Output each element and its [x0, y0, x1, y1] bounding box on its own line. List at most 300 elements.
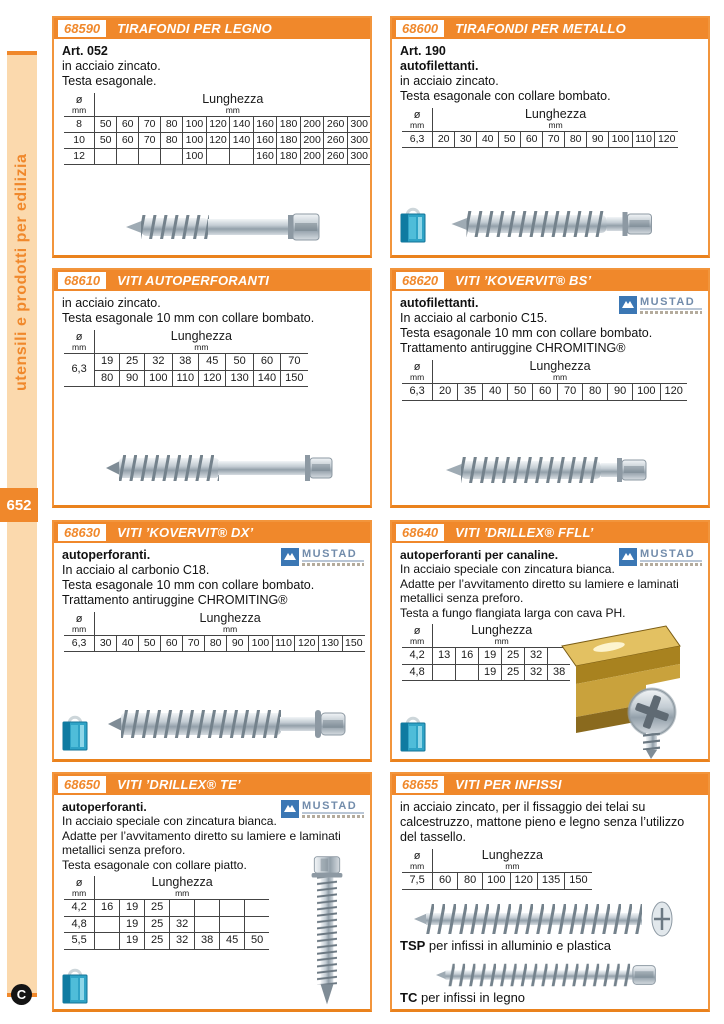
description-line: in acciaio zincato. [62, 59, 161, 73]
mustad-tagline-line [640, 563, 702, 566]
description-line: in acciaio zincato, per il fissaggio dei telai su calcestruzzo, mattone pieno e legno senza l’utilizzo del tassello. [400, 800, 685, 844]
diameter-header [64, 330, 95, 354]
product-title: TIRAFONDI PER METALLO [455, 21, 626, 36]
diameter-symbol: ø [75, 330, 83, 343]
tapping-screw-image [447, 202, 682, 246]
product-title: VITI AUTOPERFORANTI [117, 273, 270, 288]
size-cell: 16 [95, 900, 120, 917]
size-cell: 70 [139, 133, 161, 149]
length-unit: mm [494, 636, 509, 647]
size-cell: 19 [479, 648, 502, 665]
product-box-68600 [390, 16, 710, 258]
size-table-grid [64, 612, 365, 652]
product-code: 68640 [396, 524, 444, 541]
size-cell: 120 [206, 133, 230, 149]
length-unit: mm [225, 105, 240, 116]
mustad-text [302, 800, 364, 818]
size-cell: 110 [632, 132, 655, 148]
size-cell: 32 [145, 354, 172, 371]
size-cell: 30 [95, 636, 117, 652]
size-cell [220, 900, 245, 917]
description-line: Testa esagonale 10 mm con collare bombato. [62, 578, 315, 592]
size-cell: 300 [347, 117, 370, 133]
size-cell: 50 [499, 132, 521, 148]
diameter-unit: mm [410, 636, 425, 647]
size-cell: 70 [281, 354, 308, 371]
size-cell [195, 900, 220, 917]
mustad-brand-name: MUSTAD [302, 548, 364, 562]
mustad-tagline-line [640, 311, 702, 314]
product-title: VITI PER INFISSI [455, 777, 562, 792]
size-cell [245, 900, 270, 917]
product-description [62, 296, 362, 326]
size-cell [95, 149, 117, 165]
description-line: autofilettanti. [400, 296, 479, 310]
size-table [62, 92, 368, 165]
description-line: Testa esagonale 10 mm con collare bombato. [400, 326, 653, 340]
size-cell: 60 [533, 384, 558, 401]
variant-label-tc [400, 990, 525, 1005]
diameter-cell: 6,3 [402, 132, 433, 148]
product-box-68650 [52, 772, 372, 1012]
size-cell: 60 [521, 132, 543, 148]
size-cell [161, 149, 183, 165]
diameter-cell: 12 [64, 149, 95, 165]
diameter-cell: 4,8 [402, 664, 433, 681]
diameter-symbol: ø [413, 849, 421, 862]
diameter-symbol: ø [75, 876, 83, 889]
size-cell: 50 [95, 117, 117, 133]
size-cell: 120 [206, 117, 230, 133]
size-cell [139, 149, 161, 165]
size-cell [456, 664, 479, 681]
size-cell: 60 [253, 354, 280, 371]
size-cell: 50 [139, 636, 161, 652]
size-cell: 100 [183, 149, 207, 165]
size-cell: 100 [483, 873, 510, 890]
diameter-cell: 10 [64, 133, 95, 149]
product-header [392, 522, 708, 543]
product-code: 68600 [396, 20, 444, 37]
size-cell: 100 [145, 370, 172, 387]
mustad-brand-name: MUSTAD [640, 296, 702, 310]
tc-screw-image [426, 960, 686, 990]
length-label: Lunghezza [151, 874, 213, 889]
length-header [95, 612, 365, 636]
diameter-cell: 7,5 [402, 873, 433, 890]
product-header [54, 270, 370, 291]
length-label: Lunghezza [481, 848, 543, 862]
product-description [400, 44, 700, 104]
length-label: Lunghezza [202, 92, 264, 106]
diameter-header [402, 360, 433, 384]
description-line: in acciaio zincato. [400, 74, 499, 88]
size-cell: 90 [227, 636, 249, 652]
product-body [392, 39, 708, 148]
variant-text: per infissi in legno [420, 990, 526, 1005]
product-header [392, 18, 708, 39]
description-line: autofilettanti. [400, 59, 479, 73]
diameter-cell: 5,5 [64, 933, 95, 950]
size-cell [245, 916, 270, 933]
size-cell: 25 [145, 933, 170, 950]
size-cell: 25 [145, 900, 170, 917]
diameter-unit: mm [72, 342, 87, 353]
size-cell: 130 [318, 636, 342, 652]
package-icon [398, 713, 428, 753]
size-cell: 50 [508, 384, 533, 401]
size-cell: 70 [558, 384, 583, 401]
size-cell: 150 [342, 636, 365, 652]
size-cell: 32 [525, 664, 548, 681]
size-cell: 110 [172, 370, 199, 387]
length-unit: mm [223, 624, 238, 635]
length-label: Lunghezza [471, 622, 533, 637]
size-cell: 45 [199, 354, 226, 371]
size-cell: 19 [479, 664, 502, 681]
product-title: VITI ’DRILLEX® TE’ [117, 777, 241, 792]
product-code: 68590 [58, 20, 106, 37]
diameter-cell: 4,2 [402, 648, 433, 665]
mustad-logo-icon [619, 296, 637, 314]
description-line: Testa a fungo flangiata larga con cava PH. [400, 605, 626, 620]
size-table [400, 108, 700, 148]
product-header [54, 18, 370, 39]
diameter-symbol: ø [75, 612, 83, 625]
size-cell: 35 [458, 384, 483, 401]
size-table [62, 612, 362, 652]
description-line: Adatte per l’avvitamento diretto su lamiere e laminati metallici senza preforo. [62, 828, 341, 858]
size-cell [433, 664, 456, 681]
size-cell: 40 [117, 636, 139, 652]
description-line: Testa esagonale con collare piatto. [62, 857, 247, 872]
product-description [62, 44, 362, 89]
mustad-tagline-line [302, 563, 364, 566]
size-cell: 260 [324, 117, 348, 133]
size-cell: 90 [120, 370, 145, 387]
mustad-logo [281, 800, 364, 818]
size-cell: 19 [95, 354, 120, 371]
product-code: 68630 [58, 524, 106, 541]
vertical-screw-image [300, 854, 354, 1008]
size-cell: 90 [587, 132, 609, 148]
diameter-header [64, 93, 95, 117]
mustad-text [640, 548, 702, 566]
diameter-symbol: ø [413, 360, 421, 373]
size-cell: 110 [272, 636, 295, 652]
package-icon [398, 204, 428, 244]
size-cell: 38 [172, 354, 199, 371]
size-cell: 80 [161, 117, 183, 133]
description-line: Testa esagonale con collare bombato. [400, 89, 611, 103]
size-cell [230, 149, 254, 165]
product-box-68620 [390, 268, 710, 508]
size-cell: 38 [195, 933, 220, 950]
size-cell: 70 [183, 636, 205, 652]
product-box-68655 [390, 772, 710, 1012]
length-header [95, 93, 371, 117]
size-cell: 200 [300, 117, 324, 133]
description-line: autoperforanti. [62, 800, 147, 814]
length-label: Lunghezza [524, 107, 587, 121]
size-cell: 13 [433, 648, 456, 665]
corner-logo-icon: C [11, 984, 32, 1005]
diameter-unit: mm [72, 888, 87, 899]
mustad-logo-icon [281, 800, 299, 818]
product-title: TIRAFONDI PER LEGNO [117, 21, 272, 36]
length-label: Lunghezza [170, 329, 232, 343]
size-cell: 150 [565, 873, 592, 890]
diameter-symbol: ø [413, 624, 421, 637]
size-cell: 150 [281, 370, 308, 387]
product-box-68640 [390, 520, 710, 762]
package-icon [60, 965, 90, 1005]
size-cell: 70 [139, 117, 161, 133]
product-body [54, 39, 370, 165]
size-table-grid [402, 624, 570, 681]
diameter-cell: 6,3 [64, 354, 95, 387]
description-line: In acciaio al carbonio C18. [62, 563, 210, 577]
product-body [54, 291, 370, 387]
size-cell: 120 [199, 370, 226, 387]
channel-with-screw-image [554, 620, 704, 760]
length-label: Lunghezza [199, 611, 261, 625]
description-line: Trattamento antiruggine CHROMITING® [62, 593, 288, 607]
size-cell: 40 [483, 384, 508, 401]
product-body [392, 795, 708, 890]
size-table-grid [402, 108, 678, 148]
size-cell [195, 916, 220, 933]
mustad-text [302, 548, 364, 566]
diameter-unit: mm [72, 105, 87, 116]
size-cell: 32 [525, 648, 548, 665]
size-table [400, 849, 700, 890]
diameter-unit: mm [410, 120, 425, 131]
self-drilling-screw-image [106, 702, 356, 746]
size-cell: 135 [537, 873, 564, 890]
diameter-symbol: ø [75, 93, 83, 106]
product-header [54, 774, 370, 795]
description-line: Trattamento antiruggine CHROMITING® [400, 341, 626, 355]
size-cell: 100 [183, 133, 207, 149]
diameter-cell: 6,3 [64, 636, 95, 652]
mustad-text [640, 296, 702, 314]
size-cell: 130 [226, 370, 253, 387]
size-cell: 100 [633, 384, 660, 401]
diameter-unit: mm [410, 861, 425, 872]
size-cell: 180 [277, 117, 301, 133]
size-cell: 25 [502, 648, 525, 665]
length-label: Lunghezza [529, 359, 591, 373]
size-cell: 20 [433, 132, 455, 148]
diameter-header [64, 876, 95, 900]
product-code: 68620 [396, 272, 444, 289]
description-line: autoperforanti per canaline. [400, 548, 559, 562]
size-cell [170, 900, 195, 917]
size-cell: 140 [230, 117, 254, 133]
length-header [433, 849, 592, 873]
size-cell: 200 [300, 133, 324, 149]
diameter-cell: 4,8 [64, 916, 95, 933]
size-cell: 120 [655, 132, 678, 148]
product-header [54, 522, 370, 543]
size-cell: 20 [433, 384, 458, 401]
length-header [433, 360, 687, 384]
description-line: in acciaio zincato. [62, 296, 161, 310]
size-cell [95, 916, 120, 933]
description-line: Art. 052 [62, 44, 108, 58]
mustad-logo [281, 548, 364, 566]
length-unit: mm [548, 120, 563, 131]
diameter-header [64, 612, 95, 636]
size-cell [117, 149, 139, 165]
product-title: VITI ’DRILLEX® FFLL’ [455, 525, 594, 540]
variant-code: TSP [400, 938, 426, 953]
product-code: 68655 [396, 776, 444, 793]
product-title: VITI ’KOVERVIT® DX’ [117, 525, 254, 540]
size-cell: 140 [230, 133, 254, 149]
size-cell: 19 [120, 900, 145, 917]
mustad-logo [619, 296, 702, 314]
length-header [433, 624, 571, 648]
size-cell: 300 [347, 133, 370, 149]
size-cell: 60 [117, 133, 139, 149]
product-description [400, 800, 700, 845]
product-code: 68610 [58, 272, 106, 289]
length-unit: mm [175, 888, 190, 899]
size-cell: 260 [324, 149, 348, 165]
tapping-screw-image [434, 448, 684, 492]
size-cell: 45 [220, 933, 245, 950]
size-cell: 80 [565, 132, 587, 148]
diameter-header [402, 108, 433, 132]
product-header [392, 774, 708, 795]
size-cell: 32 [170, 933, 195, 950]
size-cell [220, 916, 245, 933]
product-box-68630 [52, 520, 372, 762]
size-cell: 40 [477, 132, 499, 148]
size-table-grid [402, 360, 687, 401]
size-cell: 80 [95, 370, 120, 387]
description-line: Testa esagonale. [62, 74, 157, 88]
size-cell: 180 [277, 133, 301, 149]
mustad-logo-icon [619, 548, 637, 566]
size-cell: 180 [277, 149, 301, 165]
size-cell: 160 [253, 117, 277, 133]
size-cell: 140 [253, 370, 280, 387]
size-cell: 160 [253, 149, 277, 165]
size-table [400, 360, 700, 401]
diameter-unit: mm [410, 372, 425, 383]
page-number-badge: 652 [0, 488, 38, 522]
length-header [95, 876, 270, 900]
size-cell: 25 [120, 354, 145, 371]
size-cell: 25 [502, 664, 525, 681]
lag-screw-image [124, 204, 334, 250]
description-line: Adatte per l’avvitamento diretto su lamiere e laminati metallici senza preforo. [400, 576, 679, 606]
size-cell: 200 [300, 149, 324, 165]
product-box-68610 [52, 268, 372, 508]
description-line: In acciaio speciale con zincatura bianca. [400, 562, 615, 577]
size-cell: 25 [145, 916, 170, 933]
size-cell: 30 [455, 132, 477, 148]
size-cell: 300 [347, 149, 370, 165]
size-cell: 160 [253, 133, 277, 149]
diameter-symbol: ø [413, 108, 421, 121]
size-cell: 80 [161, 133, 183, 149]
description-line: Art. 190 [400, 44, 446, 58]
length-unit: mm [194, 342, 209, 353]
diameter-cell: 8 [64, 117, 95, 133]
size-cell: 90 [608, 384, 633, 401]
size-cell: 80 [583, 384, 608, 401]
size-cell: 50 [226, 354, 253, 371]
variant-text: per infissi in alluminio e plastica [428, 938, 612, 953]
sidebar-category-label: utensili e prodotti per edilizia [13, 153, 30, 392]
length-unit: mm [552, 372, 568, 383]
size-cell: 80 [205, 636, 227, 652]
description-line: In acciaio al carbonio C15. [400, 311, 548, 325]
size-cell: 50 [245, 933, 270, 950]
description-line: autoperforanti. [62, 548, 151, 562]
size-cell: 60 [433, 873, 458, 890]
size-cell: 60 [117, 117, 139, 133]
size-cell: 100 [249, 636, 273, 652]
size-table-grid [64, 876, 269, 950]
mustad-brand-name: MUSTAD [640, 548, 702, 562]
mustad-logo [619, 548, 702, 566]
size-cell [95, 933, 120, 950]
size-cell: 100 [609, 132, 633, 148]
size-table [62, 330, 362, 387]
product-box-68590 [52, 16, 372, 258]
product-title: VITI ’KOVERVIT® BS’ [455, 273, 592, 288]
diameter-cell: 6,3 [402, 384, 433, 401]
diameter-unit: mm [72, 624, 87, 635]
product-code: 68650 [58, 776, 106, 793]
length-header [433, 108, 678, 132]
mustad-brand-name: MUSTAD [302, 800, 364, 814]
size-cell: 19 [120, 933, 145, 950]
size-cell: 100 [183, 117, 207, 133]
size-cell: 38 [548, 664, 571, 681]
size-cell: 60 [161, 636, 183, 652]
description-line: Testa esagonale 10 mm con collare bombato. [62, 311, 315, 325]
size-cell: 16 [456, 648, 479, 665]
size-cell: 80 [458, 873, 483, 890]
size-cell: 260 [324, 133, 348, 149]
size-cell: 19 [120, 916, 145, 933]
package-icon [60, 712, 90, 752]
diameter-header [402, 849, 433, 873]
mustad-logo-icon [281, 548, 299, 566]
tsp-screw-image [412, 900, 692, 938]
size-cell: 70 [543, 132, 565, 148]
diameter-cell: 4,2 [64, 900, 95, 917]
product-header [392, 270, 708, 291]
size-cell: 50 [95, 133, 117, 149]
size-cell: 120 [510, 873, 537, 890]
description-line: In acciaio speciale con zincatura bianca. [62, 814, 277, 829]
variant-label-tsp [400, 938, 611, 953]
mustad-tagline-line [302, 815, 364, 818]
size-table-grid [64, 330, 308, 387]
length-header [95, 330, 308, 354]
size-cell [206, 149, 230, 165]
size-table-grid [64, 93, 370, 165]
size-cell: 32 [170, 916, 195, 933]
self-drilling-screw-image [104, 448, 344, 488]
